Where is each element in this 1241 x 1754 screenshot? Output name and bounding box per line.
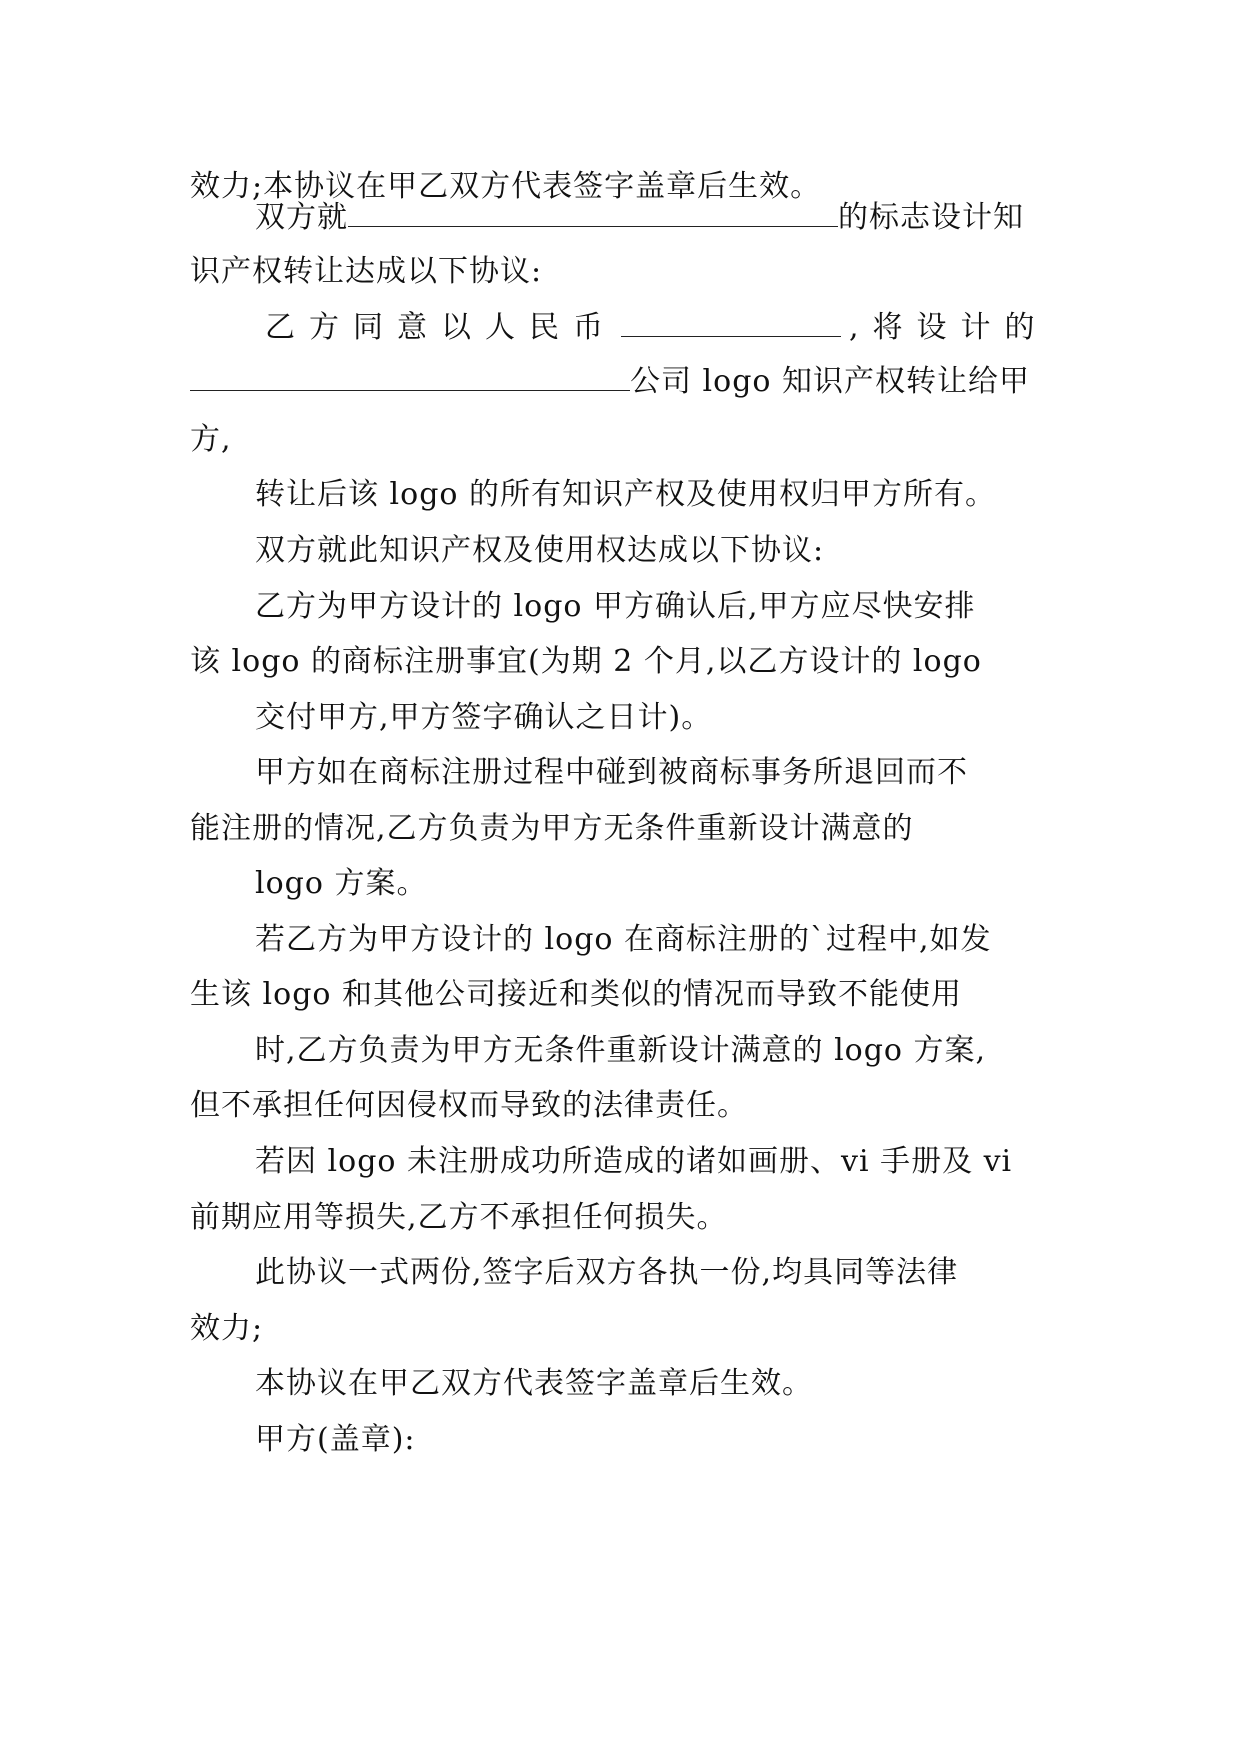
text: 乙方为甲方设计的 logo 甲方确认后,甲方应尽快安排 (255, 589, 976, 624)
paragraph-line (190, 1196, 728, 1240)
paragraph-line (190, 640, 982, 684)
paragraph-line (190, 1084, 748, 1128)
text: 效力;本协议在甲乙双方代表签字盖章后生效。 (190, 169, 822, 204)
text: 甲方(盖章): (255, 1422, 416, 1457)
text: 双方就此知识产权及使用权达成以下协议: (255, 533, 825, 568)
text: 公司 logo 知识产权转让给甲 (630, 364, 1030, 399)
text: 乙方同意以人民币 (265, 310, 617, 345)
text: 能注册的情况,乙方负责为甲方无条件重新设计满意的 (190, 811, 914, 846)
paragraph-line (255, 751, 968, 795)
text: 方, (190, 422, 232, 457)
paragraph-line (255, 529, 824, 573)
paragraph-line (255, 918, 992, 962)
text: 若因 logo 未注册成功所造成的诸如画册、vi 手册及 vi (255, 1144, 1013, 1179)
paragraph-line (190, 1307, 263, 1351)
text: 生该 logo 和其他公司接近和类似的情况而导致不能使用 (190, 977, 962, 1012)
text: 时,乙方负责为甲方无条件重新设计满意的 logo 方案, (255, 1033, 987, 1068)
text: 前期应用等损失,乙方不承担任何损失。 (190, 1200, 728, 1235)
paragraph-line (255, 1140, 1012, 1184)
text: 的标志设计知 (838, 200, 1024, 235)
text: 甲方如在商标注册过程中碰到被商标事务所退回而不 (255, 755, 968, 790)
text: 本协议在甲乙双方代表签字盖章后生效。 (255, 1366, 813, 1401)
text: 效力; (190, 1311, 264, 1346)
blank-field-amount (621, 306, 841, 337)
text: 此协议一式两份,签字后双方各执一份,均具同等法律 (255, 1255, 959, 1290)
signature-label-party-a (255, 1418, 416, 1462)
paragraph-line (255, 696, 712, 740)
blank-field-project-name (348, 196, 838, 227)
text: 识产权转让达成以下协议: (190, 254, 543, 289)
paragraph-line (255, 1362, 813, 1406)
blank-field-company-name (190, 360, 630, 391)
text: 交付甲方,甲方签字确认之日计)。 (255, 700, 713, 735)
text: 若乙方为甲方设计的 logo 在商标注册的`过程中,如发 (255, 922, 992, 957)
paragraph-line (190, 250, 542, 294)
paragraph-line (190, 807, 914, 851)
paragraph-line (265, 306, 1049, 350)
paragraph-line (255, 1029, 986, 1073)
text: 双方就 (255, 200, 348, 235)
text: logo 方案。 (255, 866, 428, 901)
paragraph-line (255, 196, 1024, 240)
text: 该 logo 的商标注册事宜(为期 2 个月,以乙方设计的 logo (190, 644, 982, 679)
paragraph-line (190, 360, 1030, 404)
paragraph-line (190, 973, 962, 1017)
text: 但不承担任何因侵权而导致的法律责任。 (190, 1088, 748, 1123)
paragraph-line (255, 862, 427, 906)
paragraph-line (255, 473, 996, 517)
text: ,将设计的 (849, 310, 1049, 345)
text: 转让后该 logo 的所有知识产权及使用权归甲方所有。 (255, 477, 996, 512)
paragraph-line (255, 585, 976, 629)
paragraph-line (190, 418, 232, 462)
paragraph-line (255, 1251, 958, 1295)
